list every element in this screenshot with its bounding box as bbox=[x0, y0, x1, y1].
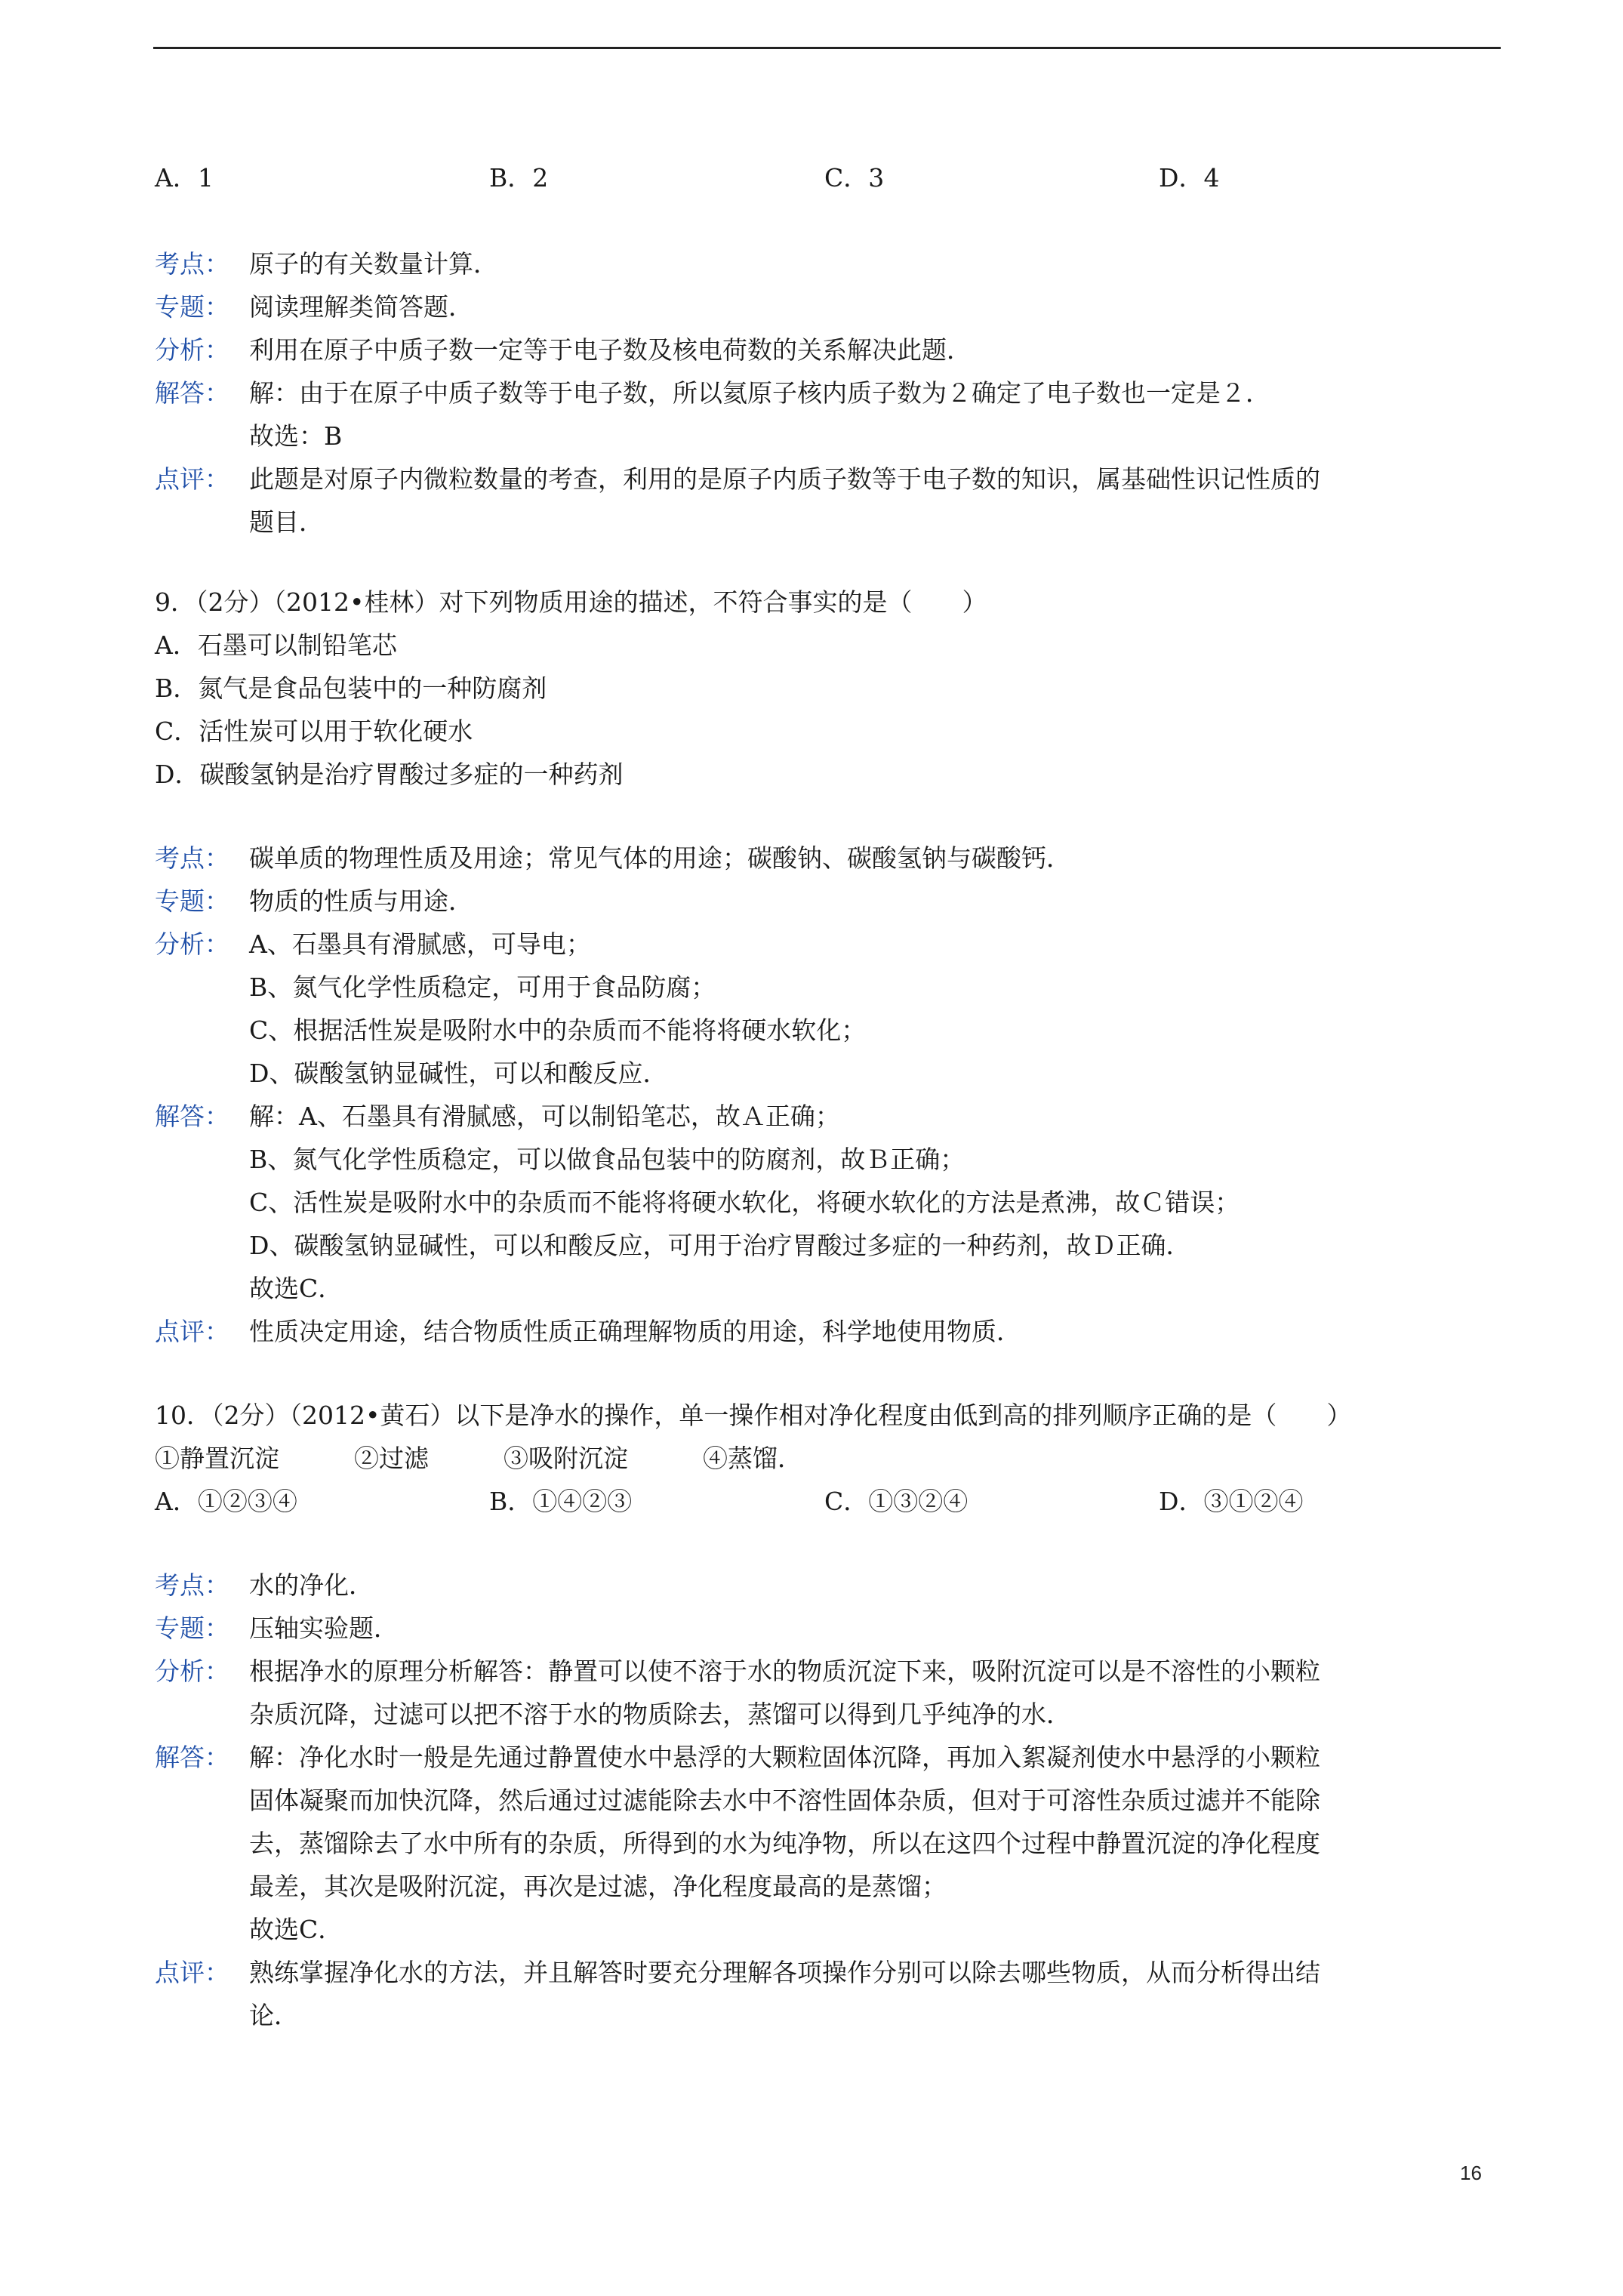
q10-jieda-line-3: 去，蒸馏除去了水中所有的杂质，所得到的水为纯净物，所以在这四个过程中静置沉淀的净化程度 bbox=[249, 1829, 1320, 1858]
q9-option-a: A．石墨可以制铅笔芯 bbox=[155, 630, 397, 660]
q10-option-d: D．③①②④ bbox=[1159, 1487, 1304, 1516]
q8-jieda-label: 解答： bbox=[155, 378, 229, 408]
q8-option-a: A．1 bbox=[155, 163, 214, 193]
q9-stem: 9．（2分）（2012•桂林）对下列物质用途的描述，不符合事实的是（ ） bbox=[155, 587, 987, 617]
q9-kaodian-text: 碳单质的物理性质及用途；常见气体的用途；碳酸钠、碳酸氢钠与碳酸钙． bbox=[249, 843, 1071, 873]
q10-zhuanti-text: 压轴实验题． bbox=[249, 1613, 399, 1643]
q9-zhuanti-text: 物质的性质与用途． bbox=[249, 886, 473, 916]
q8-zhuanti-label: 专题： bbox=[155, 292, 229, 322]
q9-option-d: D．碳酸氢钠是治疗胃酸过多症的一种药剂 bbox=[155, 760, 624, 789]
q10-kaodian-label: 考点： bbox=[155, 1570, 229, 1600]
q10-operations: ①静置沉淀 ②过滤 ③吸附沉淀 ④蒸馏． bbox=[155, 1444, 802, 1473]
q10-option-a: A．①②③④ bbox=[155, 1487, 297, 1516]
q10-jieda-label: 解答： bbox=[155, 1743, 229, 1772]
q9-zhuanti-label: 专题： bbox=[155, 886, 229, 916]
q8-option-d: D．4 bbox=[1159, 163, 1220, 193]
q10-option-c: C．①③②④ bbox=[824, 1487, 969, 1516]
q9-kaodian-label: 考点： bbox=[155, 843, 229, 873]
q9-jieda-line-5: 故选C． bbox=[249, 1274, 343, 1303]
q8-dianping-line-2: 题目． bbox=[249, 507, 324, 537]
q10-dianping-line-1: 熟练掌握净化水的方法，并且解答时要充分理解各项操作分别可以除去哪些物质，从而分析得出结 bbox=[249, 1958, 1320, 1987]
q9-dianping-text: 性质决定用途，结合物质性质正确理解物质的用途，科学地使用物质． bbox=[249, 1317, 1021, 1346]
q8-fenxi-text: 利用在原子中质子数一定等于电子数及核电荷数的关系解决此题． bbox=[249, 335, 972, 365]
q9-fenxi-line-4: D、碳酸氢钠显碱性，可以和酸反应． bbox=[249, 1059, 668, 1088]
q10-jieda-line-5: 故选C． bbox=[249, 1915, 343, 1944]
q10-jieda-line-4: 最差，其次是吸附沉淀，再次是过滤，净化程度最高的是蒸馏； bbox=[249, 1872, 947, 1901]
q10-option-b: B．①④②③ bbox=[489, 1487, 633, 1516]
q8-jieda-line-2: 故选：B bbox=[249, 421, 343, 451]
q9-jieda-line-3: C、活性炭是吸附水中的杂质而不能将将硬水软化，将硬水软化的方法是煮沸，故Ｃ错误； bbox=[249, 1188, 1240, 1217]
q9-jieda-label: 解答： bbox=[155, 1102, 229, 1131]
q9-fenxi-label: 分析： bbox=[155, 929, 229, 959]
q10-stem: 10．（2分）（2012•黄石）以下是净水的操作，单一操作相对净化程度由低到高的排列顺序正确的是（ ） bbox=[155, 1401, 1352, 1430]
q10-fenxi-label: 分析： bbox=[155, 1657, 229, 1686]
q8-kaodian-label: 考点： bbox=[155, 249, 229, 279]
header-rule bbox=[153, 47, 1501, 49]
q9-jieda-line-4: D、碳酸氢钠显碱性，可以和酸反应，可用于治疗胃酸过多症的一种药剂，故Ｄ正确． bbox=[249, 1231, 1191, 1260]
q10-dianping-label: 点评： bbox=[155, 1958, 229, 1987]
q9-option-b: B．氮气是食品包装中的一种防腐剂 bbox=[155, 673, 547, 703]
q8-jieda-line-1: 解：由于在原子中质子数等于电子数，所以氦原子核内质子数为２确定了电子数也一定是２． bbox=[249, 378, 1270, 408]
q9-jieda-line-2: B、氮气化学性质稳定，可以做食品包装中的防腐剂，故Ｂ正确； bbox=[249, 1145, 965, 1174]
q8-dianping-line-1: 此题是对原子内微粒数量的考查，利用的是原子内质子数等于电子数的知识，属基础性识记性质的 bbox=[249, 464, 1320, 494]
q9-fenxi-line-3: C、根据活性炭是吸附水中的杂质而不能将将硬水软化； bbox=[249, 1015, 867, 1045]
q10-zhuanti-label: 专题： bbox=[155, 1613, 229, 1643]
page-number: 16 bbox=[1460, 2162, 1482, 2184]
q8-option-b: B．2 bbox=[489, 163, 549, 193]
q8-zhuanti-text: 阅读理解类简答题． bbox=[249, 292, 473, 322]
q10-jieda-line-1: 解：净化水时一般是先通过静置使水中悬浮的大颗粒固体沉降，再加入絮凝剂使水中悬浮的小颗粒 bbox=[249, 1743, 1320, 1772]
q9-fenxi-line-2: B、氮气化学性质稳定，可用于食品防腐； bbox=[249, 972, 716, 1002]
q8-kaodian-text: 原子的有关数量计算． bbox=[249, 249, 498, 279]
q10-fenxi-line-1: 根据净水的原理分析解答：静置可以使不溶于水的物质沉淀下来，吸附沉淀可以是不溶性的小颗粒 bbox=[249, 1657, 1320, 1686]
q8-option-c: C．3 bbox=[824, 163, 885, 193]
q10-dianping-line-2: 论． bbox=[249, 2001, 299, 2030]
q10-jieda-line-2: 固体凝聚而加快沉降，然后通过过滤能除去水中不溶性固体杂质，但对于可溶性杂质过滤并不能除 bbox=[249, 1786, 1320, 1815]
q8-fenxi-label: 分析： bbox=[155, 335, 229, 365]
q9-fenxi-line-1: A、石墨具有滑腻感，可导电； bbox=[249, 929, 591, 959]
q10-fenxi-line-2: 杂质沉降，过滤可以把不溶于水的物质除去，蒸馏可以得到几乎纯净的水． bbox=[249, 1700, 1071, 1729]
q9-jieda-line-1: 解：A、石墨具有滑腻感，可以制铅笔芯，故Ａ正确； bbox=[249, 1102, 840, 1131]
q9-dianping-label: 点评： bbox=[155, 1317, 229, 1346]
q9-option-c: C．活性炭可以用于软化硬水 bbox=[155, 717, 473, 746]
q10-kaodian-text: 水的净化． bbox=[249, 1570, 374, 1600]
q8-dianping-label: 点评： bbox=[155, 464, 229, 494]
